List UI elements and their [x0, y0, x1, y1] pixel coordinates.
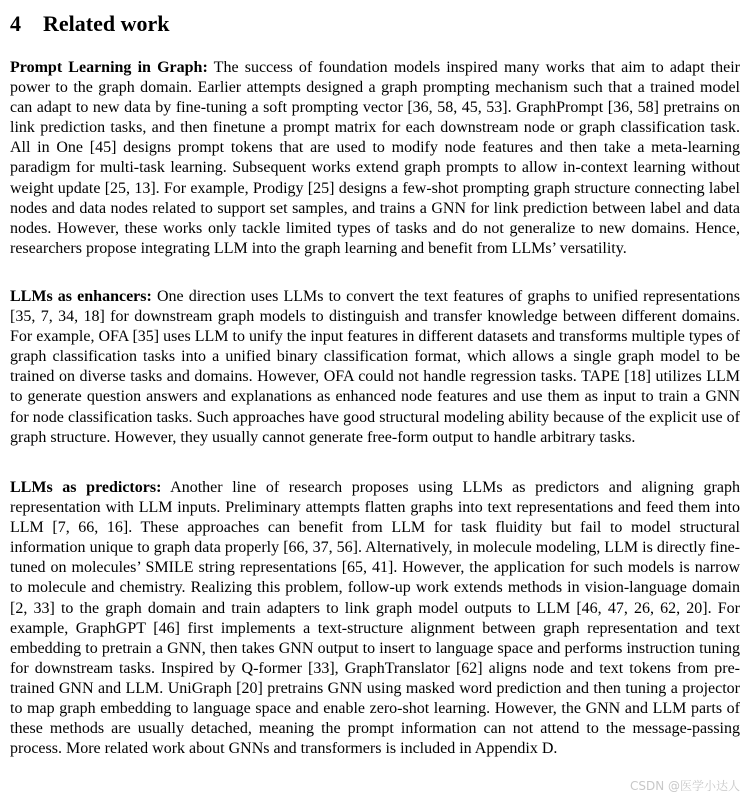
paragraph-body: One direction uses LLMs to convert the text features of graphs to unified representations [35, 7, 34, 18] for downstream graph models to distinguish and transfer knowledge between different domains. For example, OFA [35] uses LLM to unify the input features in different datasets and transforms multiple types of graph classification tasks into a unified binary classification format, which allows a single graph model to be trained on diverse tasks and domains. However, OFA could not handle regression tasks. TAPE [18] utilizes LLM to generate question answers and explanations as enhanced node features and use them as input to train a GNN for node classification tasks. Such approaches have good structural modeling ability because of the explicit use of graph structure. However, they usually cannot generate free-form output to handle arbitrary tasks. — [10, 288, 740, 446]
section-title: Related work — [43, 11, 170, 36]
paragraph-lead: LLMs as predictors: — [10, 479, 162, 496]
paragraph-lead: Prompt Learning in Graph: — [10, 59, 208, 76]
paragraph-llms-as-predictors — [10, 478, 740, 759]
paragraph-lead: LLMs as enhancers: — [10, 288, 152, 305]
section-heading — [10, 10, 169, 38]
section-number: 4 — [10, 11, 21, 36]
watermark: CSDN @医学小达人 — [629, 779, 740, 793]
paragraph-prompt-learning — [10, 58, 740, 259]
paragraph-body: The success of foundation models inspired many works that aim to adapt their power to the graph domain. Earlier attempts designed a graph prompting mechanism such that a trained model can adapt to new data by fine-tuning a soft prompting vector [36, 58, 45, 53]. GraphPrompt [36, 58] pretrains on link prediction tasks, and then finetune a prompt matrix for each downstream node or graph classification task. All in One [45] designs prompt tokens that are used to modify node features and then take a meta-learning paradigm for multi-task learning. Subsequent works extend graph prompts to allow in-context learning without weight update [25, 13]. For example, Prodigy [25] designs a few-shot prompting graph structure connecting label nodes and data nodes related to support set samples, and trains a GNN for link prediction between label and data nodes. However, these works only tackle limited types of tasks and do not generalize to new domains. Hence, researchers propose integrating LLM into the graph learning and benefit from LLMs’ versatility. — [10, 59, 741, 257]
paragraph-body: Another line of research proposes using LLMs as predictors and aligning graph representation with LLM inputs. Preliminary attempts flatten graphs into text representations and feed them into LLM [7, 66, 16]. These approaches can benefit from LLM for task fluidity but fail to model structural information unique to graph data properly [66, 37, 56]. Alternatively, in molecule modeling, LLM is directly fine-tuned on molecules’ SMILE string representations [65, 41]. However, the application for such models is narrow to molecule and chemistry. Realizing this problem, follow-up work extends methods in vision-language domain [2, 33] to the graph domain and train adapters to link graph model outputs to LLM [46, 47, 26, 62, 20]. For example, GraphGPT [46] first implements a text-structure alignment between graph representation and text embedding to pretrain a GNN, then takes GNN output to insert to language space and performs instruction tuning for downstream tasks. Inspired by Q-former [33], GraphTranslator [62] aligns node and text tokens from pre-trained GNN and LLM. UniGraph [20] pretrains GNN using masked word prediction and then tuning a projector to map graph embedding to language space and enable zero-shot learning. However, the GNN and LLM parts of these methods are usually detached, meaning the prompt information can not attend to the message-passing process. More related work about GNNs and transformers is included in Appendix D. — [10, 479, 740, 758]
paragraph-llms-as-enhancers — [10, 287, 740, 448]
